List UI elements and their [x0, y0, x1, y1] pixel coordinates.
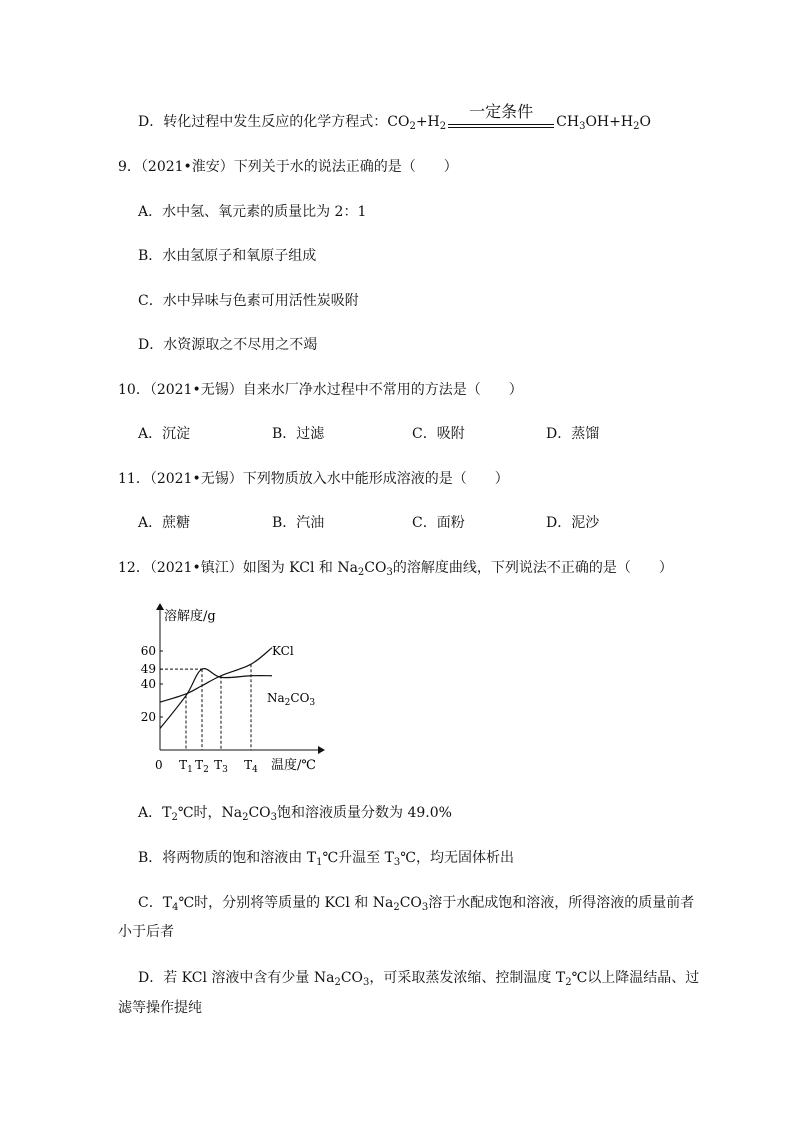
q10-option-c: C．吸附	[412, 426, 465, 442]
q11-option-b: B．汽油	[272, 515, 325, 531]
q12-option-d-line2: 滤等操作提纯	[118, 1000, 202, 1016]
q9-option-c: C．水中异味与色素可用活性炭吸附	[138, 293, 359, 309]
solubility-chart	[140, 600, 360, 780]
q9-option-d: D．水资源取之不尽用之不竭	[138, 337, 318, 353]
q12-option-c-line2: 小于后者	[118, 924, 174, 940]
q10-options	[138, 424, 599, 444]
q11-option-a: A．蔗糖	[138, 515, 191, 531]
q11-stem: 11．（2021•无锡）下列物质放入水中能形成溶液的是（ ）	[118, 471, 509, 487]
q12-option-b: B．将两物质的饱和溶液由 $T_1℃$升温至 $T_3℃$，均无固体析出	[138, 850, 514, 868]
q9-stem: 9．（2021•淮安）下列关于水的说法正确的是（ ）	[118, 159, 458, 175]
q9-option-a: A．水中氢、氧元素的质量比为 2：1	[138, 204, 367, 220]
x-tick-label: $T_4$	[244, 758, 258, 775]
q8-d-prefix: D．转化过程中发生反应的化学方程式：	[138, 114, 388, 130]
x-tick-label: $T_1$	[179, 758, 193, 775]
x-tick-label: $T_3$	[214, 758, 228, 775]
x-tick-label: $T_2$	[195, 758, 209, 775]
q12-option-d: D．若 KCl 溶液中含有少量 $Na_2CO_3$，可采取蒸发浓缩、控制温度 $T_2℃$以上降温结晶、过	[138, 970, 700, 988]
q10-option-a: A．沉淀	[138, 426, 191, 442]
q11-option-d: D．泥沙	[546, 515, 600, 531]
y-tick-label: 49	[140, 662, 156, 677]
q12-option-a: A．$T_2℃$时，$Na_2CO_3$饱和溶液质量分数为 49.0%	[138, 805, 452, 823]
x-axis-label: 温度/℃	[271, 758, 316, 773]
y-tick-label: 20	[140, 710, 156, 724]
q12-stem: 12．（2021•镇江）如图为 KCl 和 $Na_2CO_3$的溶解度曲线，下列说法不正确的是（ ）	[118, 560, 673, 578]
y-tick-label: 60	[140, 644, 156, 658]
q10-stem: 10．（2021•无锡）自来水厂净水过程中不常用的方法是（ ）	[118, 382, 523, 398]
q10-option-d: D．蒸馏	[546, 426, 600, 442]
y-tick-label: 40	[140, 677, 156, 691]
y-axis-label: 溶解度/g	[164, 609, 216, 624]
q9-option-b: B．水由氢原子和氧原子组成	[138, 248, 317, 264]
series-label-na2co3: $Na_2CO_3$	[267, 691, 316, 708]
reaction-condition-arrow	[446, 102, 556, 132]
origin-label: 0	[155, 758, 163, 772]
q11-option-c: C．面粉	[412, 515, 465, 531]
q11-options	[138, 513, 599, 533]
series-label-kcl: KCl	[272, 644, 294, 658]
reaction-condition: 一定条件	[469, 102, 534, 121]
q10-option-b: B．过滤	[272, 426, 325, 442]
q12-option-c: C．$T_4℃$时，分别将等质量的 KCl 和 $Na_2CO_3$溶于水配成饱和溶液，所得溶液的质量前者	[138, 895, 695, 913]
q8-option-d: D．转化过程中发生反应的化学方程式：$CO_2+H_2$ 一定条件 $CH_3OH+H_2O$	[138, 102, 651, 132]
